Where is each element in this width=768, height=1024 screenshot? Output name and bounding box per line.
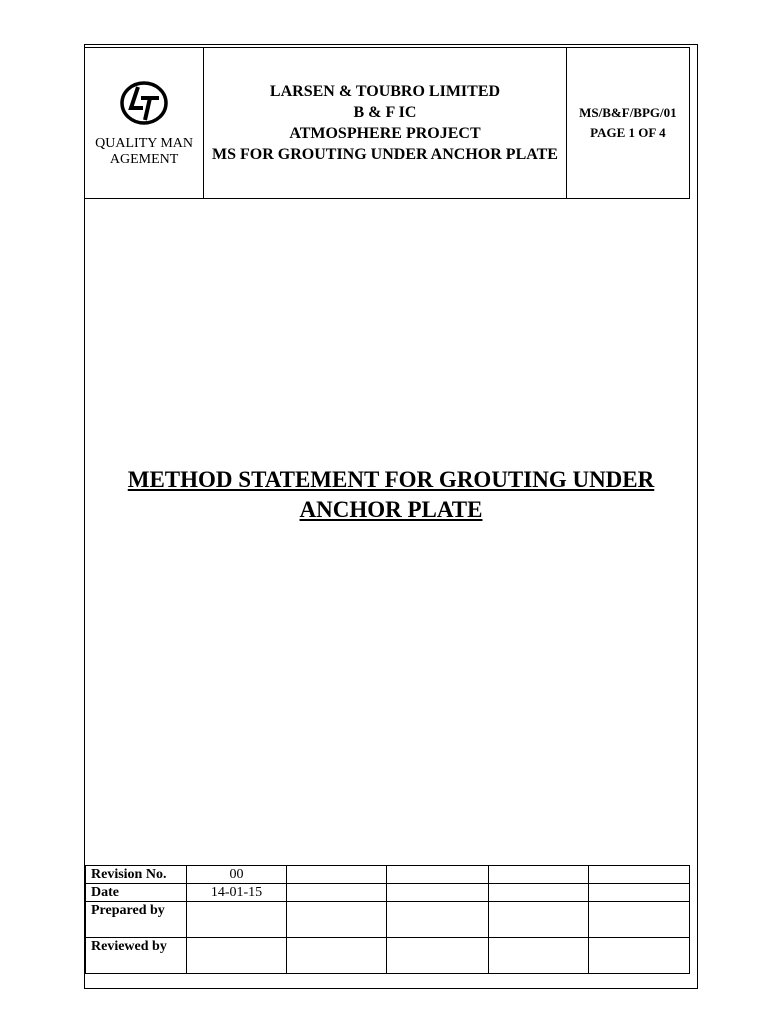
quality-management-label: QUALITY MANAGEMENT bbox=[95, 136, 194, 167]
date-row bbox=[86, 884, 690, 902]
division-name: B & F IC bbox=[353, 104, 417, 121]
revision-table bbox=[85, 865, 690, 974]
revision-label: Revision No. bbox=[86, 866, 187, 884]
date-value bbox=[387, 884, 489, 902]
revision-value bbox=[287, 866, 387, 884]
revision-value bbox=[387, 866, 489, 884]
prepared-by-value bbox=[589, 902, 690, 938]
prepared-by-row bbox=[86, 902, 690, 938]
document-title-line-2: ANCHOR PLATE bbox=[299, 497, 483, 522]
header-subject: MS FOR GROUTING UNDER ANCHOR PLATE bbox=[212, 146, 558, 163]
reference-cell bbox=[566, 48, 689, 199]
date-value bbox=[589, 884, 690, 902]
reviewed-by-value bbox=[589, 938, 690, 974]
page-number: PAGE 1 OF 4 bbox=[590, 125, 666, 140]
revision-row bbox=[86, 866, 690, 884]
date-label: Date bbox=[86, 884, 187, 902]
lt-logo-icon bbox=[119, 78, 169, 128]
date-value bbox=[287, 884, 387, 902]
date-value bbox=[489, 884, 589, 902]
document-title bbox=[84, 465, 698, 525]
reviewed-by-value bbox=[489, 938, 589, 974]
prepared-by-label: Prepared by bbox=[86, 902, 187, 938]
project-name: ATMOSPHERE PROJECT bbox=[289, 125, 481, 142]
document-reference: MS/B&F/BPG/01 bbox=[579, 105, 677, 120]
header-title-block bbox=[204, 48, 567, 199]
date-value: 14-01-15 bbox=[187, 884, 287, 902]
revision-value bbox=[589, 866, 690, 884]
revision-value bbox=[489, 866, 589, 884]
document-title-line-1: METHOD STATEMENT FOR GROUTING UNDER bbox=[127, 467, 655, 492]
prepared-by-value bbox=[287, 902, 387, 938]
prepared-by-value bbox=[187, 902, 287, 938]
revision-value: 00 bbox=[187, 866, 287, 884]
reviewed-by-row bbox=[86, 938, 690, 974]
reviewed-by-label: Reviewed by bbox=[86, 938, 187, 974]
document-header bbox=[84, 47, 690, 199]
company-name: LARSEN & TOUBRO LIMITED bbox=[269, 83, 501, 100]
prepared-by-value bbox=[489, 902, 589, 938]
reviewed-by-value bbox=[387, 938, 489, 974]
logo-cell bbox=[85, 48, 204, 199]
reviewed-by-value bbox=[187, 938, 287, 974]
prepared-by-value bbox=[387, 902, 489, 938]
reviewed-by-value bbox=[287, 938, 387, 974]
